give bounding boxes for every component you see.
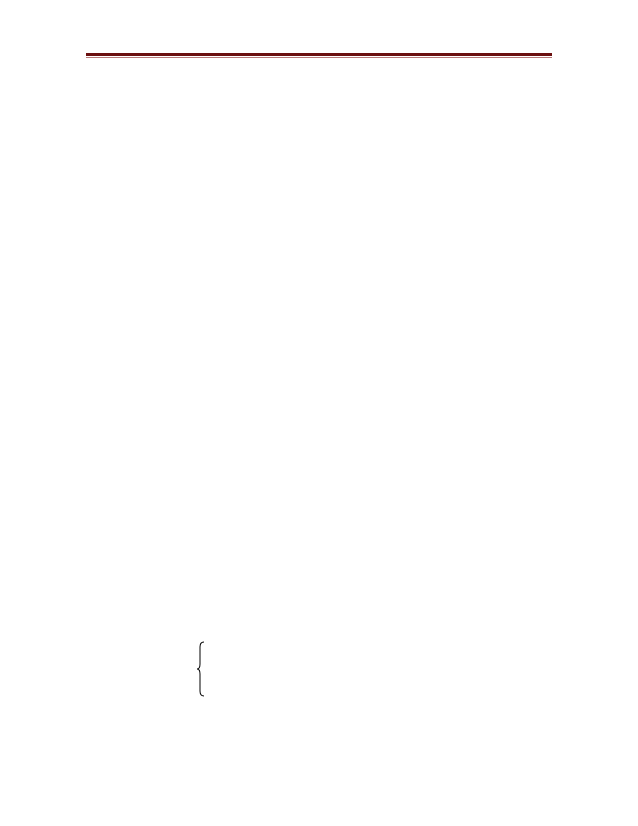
piecewise-brace-icon: [197, 641, 205, 697]
header-rule-thin: [86, 57, 552, 58]
header-rule: [86, 53, 552, 56]
